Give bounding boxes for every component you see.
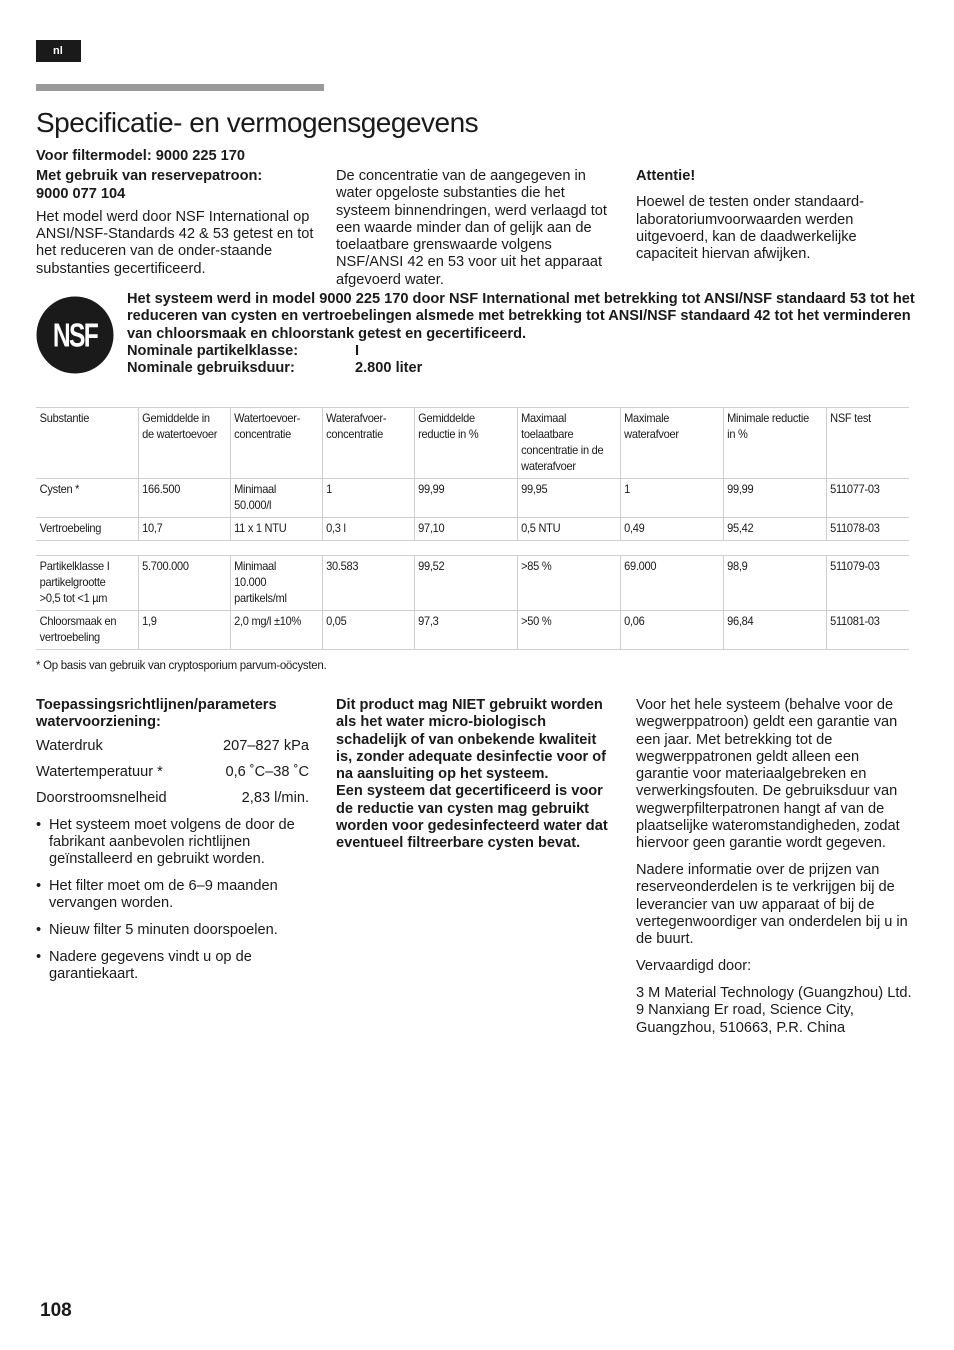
table-cell: 10,7 <box>138 518 223 541</box>
table-cell: 97,3 <box>414 611 509 650</box>
table-row <box>36 556 909 611</box>
page-title: Specificatie- en vermogensgegevens <box>36 107 479 138</box>
nsf-logo-icon <box>36 296 114 374</box>
table-cell: 1 <box>620 479 715 518</box>
attention-heading: Attentie! <box>636 168 696 184</box>
table-cell: Minimaal 10.000 partikels/ml <box>230 556 315 611</box>
table-cell: 99,99 <box>414 479 509 518</box>
table-header-row <box>36 408 909 479</box>
table-cell: >50 % <box>517 611 612 650</box>
table-cell: Watertoevoer-concentratie <box>230 408 315 479</box>
table-cell: 99,52 <box>414 556 509 611</box>
table-cell: 511078-03 <box>826 518 902 541</box>
cyst-note: Een systeem dat gecertificeerd is voor de reductie van cysten mag gebruikt worden voor gedesinfecteerd water dat eventueel filtreerbare cysten bevat. <box>336 783 608 852</box>
table-cell: >85 % <box>517 556 612 611</box>
intro-column-3 <box>636 168 916 263</box>
param-label: Doorstroomsnelheid <box>36 789 167 806</box>
nsf-service-life-label: Nominale gebruiksduur: <box>127 360 295 377</box>
warranty-text: Voor het hele systeem (behalve voor de wegwerppatroon) geldt een garantie van een jaar. Met betrekking tot de wegwerppatronen geldt alleen een garantie voor materiaalgebreken en verwerkingsfouten. De gebruiksduur van wegwerpfilterpatronen hangt af van de plaatselijke wateromstandigheden, zodat hiervoor geen garantie wordt gegeven. <box>636 697 900 852</box>
table-cell: 1,9 <box>138 611 223 650</box>
table-cell: 511081-03 <box>826 611 902 650</box>
nsf-logo-text: NSF <box>52 318 98 355</box>
manufacturer-address: 9 Nanxiang Er road, Science City, Guangzhou, 510663, P.R. China <box>636 1002 854 1036</box>
table-cell: Minimale reductie in % <box>723 408 818 479</box>
table-cell: 69.000 <box>620 556 715 611</box>
table-cell: 511079-03 <box>826 556 902 611</box>
manufacturer-label: Vervaardigd door: <box>636 958 752 975</box>
param-label: Watertemperatuur * <box>36 763 163 780</box>
page-number: 108 <box>40 1300 72 1321</box>
table-cell: Chloorsmaak en vertroebeling <box>36 611 130 650</box>
nsf-service-life-row <box>127 360 917 377</box>
parameters-heading: Toepassingsrichtlijnen/parameters watervoorziening: <box>36 697 277 731</box>
nsf-statement: Het systeem werd in model 9000 225 170 door NSF International met betrekking tot ANSI/NSF standaard 53 tot het reduceren van cysten en vertroebelingen alsmede met betrekking tot ANSI/NSF standaard 42 tot het verminderen van chloorsmaak en chloorstank getest en gecertificeerd. <box>127 291 915 342</box>
table-cell: Gemiddelde reductie in % <box>414 408 509 479</box>
reduction-table <box>36 407 909 650</box>
warranty-section <box>636 697 912 1037</box>
table-cell: 2,0 mg/l ±10% <box>230 611 315 650</box>
parameters-section <box>36 697 316 993</box>
table-row <box>36 518 909 541</box>
table-cell: 97,10 <box>414 518 509 541</box>
language-tab: nl <box>36 40 81 62</box>
table-cell: Vertroebeling <box>36 518 130 541</box>
table-cell: Minimaal 50.000/l <box>230 479 315 518</box>
table-cell: 0,5 NTU <box>517 518 612 541</box>
table-cell: NSF test <box>826 408 902 479</box>
table-cell: 0,49 <box>620 518 715 541</box>
param-row <box>36 738 309 755</box>
table-cell: 0,3 l <box>322 518 407 541</box>
nsf-particle-class-value: I <box>355 342 360 359</box>
table-cell: 511077-03 <box>826 479 902 518</box>
attention-text: Hoewel de testen onder standaard-laboratoriumvoorwaarden werden uitgevoerd, kan de daadwerkelijke capaciteit hiervan afwijken. <box>636 194 864 263</box>
table-cell: 166.500 <box>138 479 223 518</box>
spare-parts-text: Nadere informatie over de prijzen van reserveonderdelen is te verkrijgen bij de leverancier van uw apparaat of bij de vertegenwoordiger van onderdelen bij u in de buurt. <box>636 862 908 948</box>
intro-column-2: De concentratie van de aangegeven in water opgeloste substanties die het systeem binnendringen, werd verlaagd tot een waarde minder dan of gelijk aan de toelaatbare grenswaarde volgens NSF/ANSI 42 en 53 voor uit het apparaat afgevoerd water. <box>336 168 607 288</box>
filter-model-line: Voor filtermodel: 9000 225 170 <box>36 148 246 164</box>
table-cell: 99,99 <box>723 479 818 518</box>
header-rule <box>36 84 324 91</box>
param-value: 0,6 ˚C–38 ˚C <box>225 763 309 780</box>
table-cell: Substantie <box>36 408 130 479</box>
nsf-particle-class-row <box>127 343 917 360</box>
table-spacer-cell <box>36 541 839 556</box>
table-spacer <box>36 541 909 556</box>
table-cell: 0,05 <box>322 611 407 650</box>
param-value: 2,83 l/min. <box>241 789 309 806</box>
table-cell: 95,42 <box>723 518 818 541</box>
intro-column-1 <box>36 148 316 278</box>
table-cell: Gemiddelde in de watertoevoer <box>138 408 223 479</box>
warning-text: Dit product mag NIET gebruikt worden als het water micro-biologisch schadelijk of van onbekende kwaliteit is, zonder adequate desinfectie voor of na aansluiting op het systeem. <box>336 697 607 783</box>
table-cell: 1 <box>322 479 407 518</box>
nsf-service-life-value: 2.800 liter <box>355 360 423 377</box>
table-cell: Cysten * <box>36 479 130 518</box>
certification-text: Het model werd door NSF International op ANSI/NSF-Standards 42 & 53 getest en tot het reduceren van de onder-staande substanties gecertificeerd. <box>36 208 314 277</box>
cartridge-line-2: 9000 077 104 <box>36 185 126 202</box>
guideline-list <box>36 817 316 984</box>
table-cell: 11 x 1 NTU <box>230 518 315 541</box>
warning-section <box>336 697 611 853</box>
param-row <box>36 790 309 807</box>
table-footnote: * Op basis van gebruik van cryptosporium parvum-oöcysten. <box>36 660 327 672</box>
table-cell: 98,9 <box>723 556 818 611</box>
table-cell: 30.583 <box>322 556 407 611</box>
nsf-certification <box>127 291 917 377</box>
table-cell: 99,95 <box>517 479 612 518</box>
table-row <box>36 611 909 650</box>
table-cell: 0,06 <box>620 611 715 650</box>
table-row <box>36 479 909 518</box>
manufacturer-name: 3 M Material Technology (Guangzhou) Ltd. <box>636 984 912 1001</box>
nsf-particle-class-label: Nominale partikelklasse: <box>127 342 299 359</box>
table-cell: Waterafvoer-concentratie <box>322 408 407 479</box>
table-cell: Maximale waterafvoer <box>620 408 715 479</box>
table-cell: Partikelklasse I partikelgrootte >0,5 tot <1 µm <box>36 556 130 611</box>
table-cell: 5.700.000 <box>138 556 223 611</box>
cartridge-line-1: Met gebruik van reservepatroon: <box>36 168 263 185</box>
list-item: • Nieuw filter 5 minuten doorspoelen. <box>36 922 316 939</box>
table-cell: Maximaal toelaatbare concentratie in de waterafvoer <box>517 408 612 479</box>
param-label: Waterdruk <box>36 737 103 754</box>
list-item: • Het filter moet om de 6–9 maanden vervangen worden. <box>36 878 316 913</box>
param-value: 207–827 kPa <box>222 737 309 754</box>
table-cell: 96,84 <box>723 611 818 650</box>
list-item: • Nadere gegevens vindt u op de garantiekaart. <box>36 949 316 984</box>
param-row <box>36 764 309 781</box>
list-item: • Het systeem moet volgens de door de fabrikant aanbevolen richtlijnen geïnstalleerd en gebruikt worden. <box>36 817 316 869</box>
